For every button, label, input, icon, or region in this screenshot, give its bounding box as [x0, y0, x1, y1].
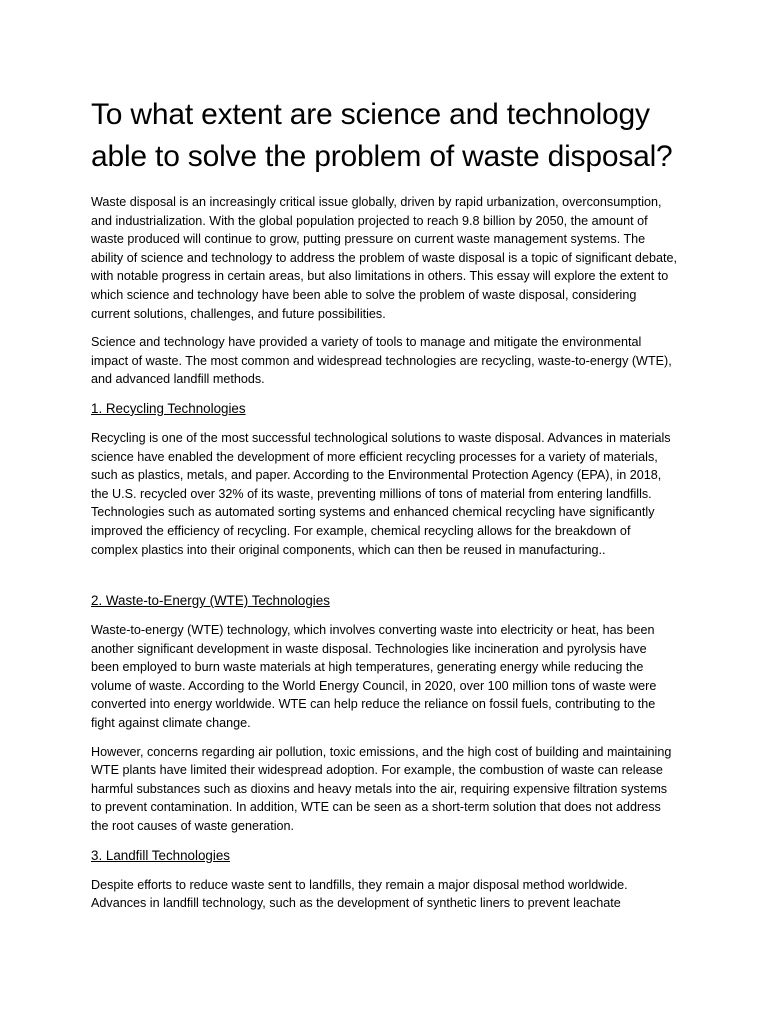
wte-paragraph-2: However, concerns regarding air pollution, toxic emissions, and the high cost of building and maintaining WTE plants have limited their widespread adoption. For example, the combustion of waste can release harmful substances such as dioxins and heavy metals into the air, requiring expensive filtration systems to prevent contamination. In addition, WTE can be seen as a short-term solution that does not address the root causes of waste generation.: [91, 744, 672, 834]
section-heading-wte: 2. Waste-to-Energy (WTE) Technologies: [91, 593, 330, 609]
document-title: To what extent are science and technology able to solve the problem of waste disposal?: [91, 98, 673, 173]
landfill-paragraph: Despite efforts to reduce waste sent to landfills, they remain a major disposal method worldwide. Advances in landfill technology, such as the development of synthetic liners to prevent leachate: [91, 877, 628, 911]
spacer: [91, 569, 677, 591]
overview-paragraph: Science and technology have provided a variety of tools to manage and mitigate the environmental impact of waste. The most common and widespread technologies are recycling, waste-to-energy (WTE), and advanced landfill methods.: [91, 335, 672, 387]
section-heading-landfill: 3. Landfill Technologies: [91, 847, 230, 863]
intro-paragraph: Waste disposal is an increasingly critical issue globally, driven by rapid urbanization, overconsumption, and industrialization. With the global population projected to reach 9.8 billion by 2050, the amount of waste produced will continue to grow, putting pressure on current waste management systems. The ability of science and technology to address the problem of waste disposal is a topic of significant debate, with notable progress in certain areas, but also limitations in others. This essay will explore the extent to which science and technology have been able to solve the problem of waste disposal, considering current solutions, challenges, and future possibilities.: [91, 195, 677, 321]
recycling-paragraph: Recycling is one of the most successful technological solutions to waste disposal. Advances in materials science have enabled the development of more efficient recycling processes for a variety of materials, such as plastics, metals, and paper. According to the Environmental Protection Agency (EPA), in 2018, the U.S. recycled over 32% of its waste, preventing millions of tons of material from entering landfills. Technologies such as automated sorting systems and enhanced chemical recycling have significantly improved the efficiency of recycling. For example, chemical recycling allows for the breakdown of complex plastics into their original components, which can then be reused in manufacturing..: [91, 430, 671, 557]
section-heading-recycling: 1. Recycling Technologies: [91, 400, 246, 416]
wte-paragraph-1: Waste-to-energy (WTE) technology, which involves converting waste into electricity or heat, has been another significant development in waste disposal. Technologies like incineration and pyrolysis have been employed to burn waste materials at high temperatures, generating energy while reducing the volume of waste. According to the World Energy Council, in 2020, over 100 million tons of waste were converted into energy worldwide. WTE can help reduce the reliance on fossil fuels, contributing to the fight against climate change.: [91, 623, 657, 731]
